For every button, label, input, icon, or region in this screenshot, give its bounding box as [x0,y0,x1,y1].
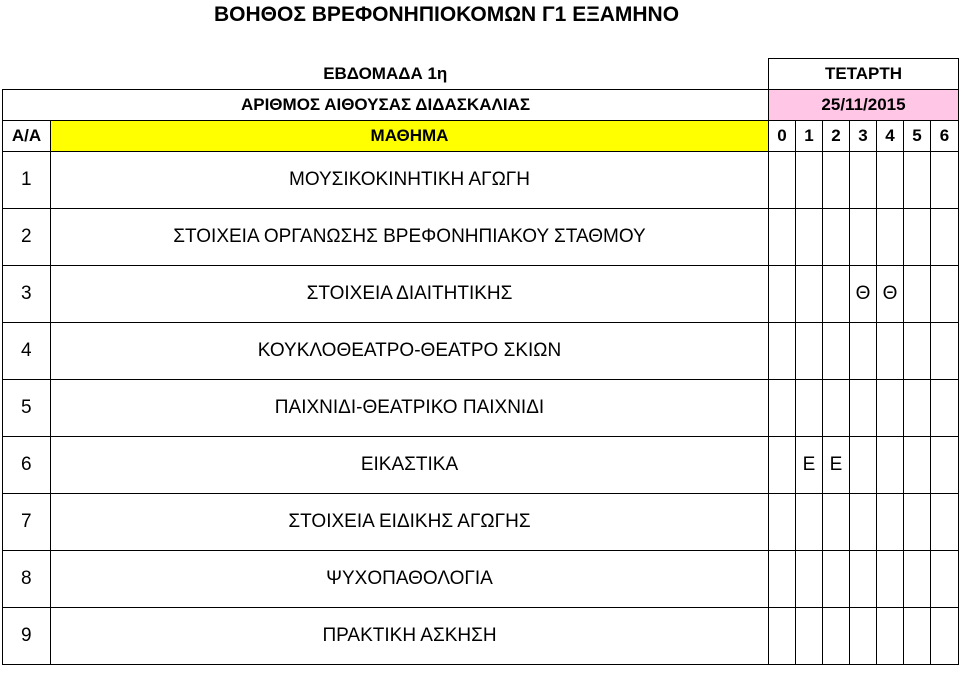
hour-cell-2: Ε [823,437,850,494]
hour-cell-3 [850,152,877,209]
hour-header-3: 3 [850,121,877,152]
table-row [3,551,959,608]
hour-header-4: 4 [877,121,904,152]
hour-cell-5 [904,209,931,266]
hour-cell-2 [823,152,850,209]
hour-cell-2 [823,608,850,665]
hour-cell-0 [769,551,796,608]
hour-header-2: 2 [823,121,850,152]
hour-cell-4 [877,152,904,209]
day-label: ΤΕΤΑΡΤΗ [769,59,959,90]
row-number: 5 [3,380,51,437]
header-row-columns [3,121,959,152]
hour-cell-0 [769,437,796,494]
hour-cell-1 [796,152,823,209]
hour-cell-0 [769,323,796,380]
hour-cell-4 [877,380,904,437]
hour-cell-2 [823,209,850,266]
hour-cell-6 [931,323,959,380]
hour-cell-6 [931,551,959,608]
hour-cell-3 [850,551,877,608]
hour-cell-5 [904,608,931,665]
hour-cell-5 [904,494,931,551]
hour-header-6: 6 [931,121,959,152]
hour-cell-5 [904,266,931,323]
hour-cell-6 [931,266,959,323]
table-row [3,266,959,323]
hour-cell-1 [796,494,823,551]
date-label: 25/11/2015 [769,90,959,121]
row-subject: ΣΤΟΙΧΕΙΑ ΟΡΓΑΝΩΣΗΣ ΒΡΕΦΟΝΗΠΙΑΚΟΥ ΣΤΑΘΜΟΥ [51,209,769,266]
hour-cell-5 [904,323,931,380]
hour-cell-6 [931,380,959,437]
hour-cell-4 [877,437,904,494]
hour-cell-3 [850,494,877,551]
hour-cell-0 [769,608,796,665]
hour-cell-6 [931,152,959,209]
hour-cell-3 [850,437,877,494]
row-number: 6 [3,437,51,494]
hour-header-5: 5 [904,121,931,152]
row-number: 8 [3,551,51,608]
table-row [3,608,959,665]
row-number: 3 [3,266,51,323]
hour-cell-4 [877,323,904,380]
row-subject: ΠΑΙΧΝΙΔΙ-ΘΕΑΤΡΙΚΟ ΠΑΙΧΝΙΔΙ [51,380,769,437]
hour-cell-2 [823,266,850,323]
hour-cell-3 [850,380,877,437]
hour-cell-4 [877,209,904,266]
hour-cell-5 [904,152,931,209]
table-row [3,380,959,437]
schedule-table [2,58,959,665]
hour-cell-6 [931,437,959,494]
row-subject: ΜΟΥΣΙΚΟΚΙΝΗΤΙΚΗ ΑΓΩΓΗ [51,152,769,209]
table-row [3,494,959,551]
hour-cell-1 [796,380,823,437]
hour-cell-4 [877,494,904,551]
column-header-num: Α/Α [3,121,51,152]
hour-cell-2 [823,380,850,437]
hour-cell-2 [823,551,850,608]
hour-cell-6 [931,608,959,665]
hour-cell-4 [877,608,904,665]
hour-cell-1 [796,551,823,608]
hour-cell-1 [796,209,823,266]
page-title-text: ΒΟΗΘΟΣ ΒΡΕΦΟΝΗΠΙΟΚΟΜΩΝ Γ1 ΕΞΑΜΗΝΟ [214,3,680,26]
hour-header-1: 1 [796,121,823,152]
column-header-subject: ΜΑΘΗΜΑ [51,121,769,152]
row-number: 2 [3,209,51,266]
hour-cell-5 [904,437,931,494]
row-subject: ΕΙΚΑΣΤΙΚΑ [51,437,769,494]
row-subject: ΨΥΧΟΠΑΘΟΛΟΓΙΑ [51,551,769,608]
hour-cell-3 [850,209,877,266]
hour-cell-5 [904,380,931,437]
row-number: 9 [3,608,51,665]
hour-cell-2 [823,494,850,551]
hour-cell-0 [769,494,796,551]
hour-cell-0 [769,266,796,323]
hour-cell-1: Ε [796,437,823,494]
room-label: ΑΡΙΘΜΟΣ ΑΙΘΟΥΣΑΣ ΔΙΔΑΣΚΑΛΙΑΣ [3,90,769,121]
hour-cell-6 [931,494,959,551]
page-title [0,0,960,30]
table-row [3,323,959,380]
row-number: 1 [3,152,51,209]
hour-header-0: 0 [769,121,796,152]
row-subject: ΠΡΑΚΤΙΚΗ ΑΣΚΗΣΗ [51,608,769,665]
table-row [3,152,959,209]
hour-cell-3 [850,323,877,380]
hour-cell-0 [769,209,796,266]
table-row [3,209,959,266]
row-subject: ΚΟΥΚΛΟΘΕΑΤΡΟ-ΘΕΑΤΡΟ ΣΚΙΩΝ [51,323,769,380]
hour-cell-1 [796,323,823,380]
hour-cell-0 [769,380,796,437]
hour-cell-5 [904,551,931,608]
hour-cell-2 [823,323,850,380]
hour-cell-1 [796,266,823,323]
row-number: 7 [3,494,51,551]
week-label: ΕΒΔΟΜΑΔΑ 1η [3,59,769,90]
hour-cell-4: Θ [877,266,904,323]
row-subject: ΣΤΟΙΧΕΙΑ ΔΙΑΙΤΗΤΙΚΗΣ [51,266,769,323]
table-row [3,437,959,494]
hour-cell-3: Θ [850,266,877,323]
row-subject: ΣΤΟΙΧΕΙΑ ΕΙΔΙΚΗΣ ΑΓΩΓΗΣ [51,494,769,551]
hour-cell-1 [796,608,823,665]
header-row-room [3,90,959,121]
hour-cell-3 [850,608,877,665]
header-row-week [3,59,959,90]
row-number: 4 [3,323,51,380]
hour-cell-6 [931,209,959,266]
hour-cell-0 [769,152,796,209]
hour-cell-4 [877,551,904,608]
